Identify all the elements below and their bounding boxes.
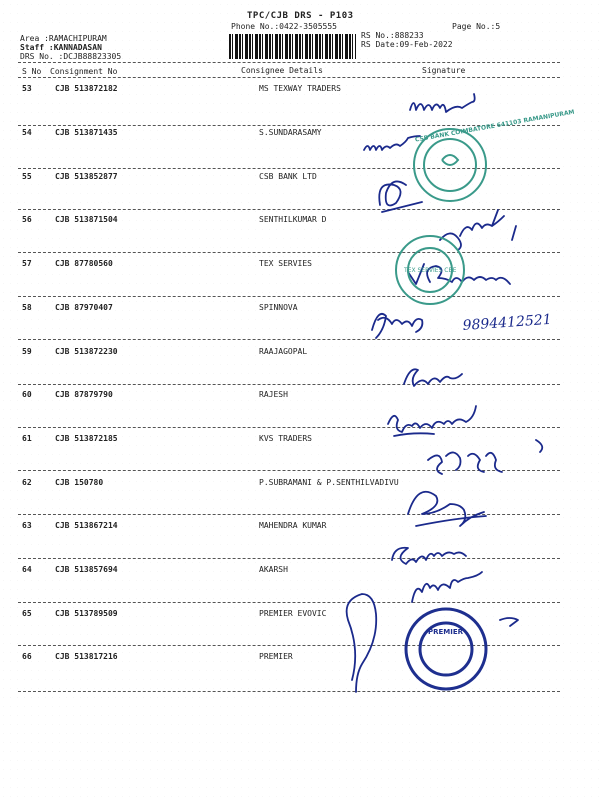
rs-date: RS Date:09-Feb-2022 bbox=[361, 40, 453, 49]
table-row bbox=[0, 128, 600, 142]
row-consignee: MAHENDRA KUMAR bbox=[259, 521, 327, 530]
stamp-text-premier: PREMIER bbox=[428, 628, 464, 636]
drs-number: DRS No. :DCJB88823305 bbox=[20, 52, 122, 61]
row-consignee: P.SUBRAMANI & P.SENTHILVADIVU bbox=[259, 478, 399, 487]
row-sno: 53 bbox=[22, 84, 32, 93]
row-consignment: CJB 513867214 bbox=[55, 521, 118, 530]
table-row bbox=[0, 259, 600, 273]
row-sno: 62 bbox=[22, 478, 32, 487]
row-consignee: AKARSH bbox=[259, 565, 288, 574]
row-divider bbox=[18, 558, 560, 559]
row-sno: 54 bbox=[22, 128, 32, 137]
row-divider bbox=[18, 125, 560, 126]
row-sno: 59 bbox=[22, 347, 32, 356]
stamp-text-csb: CSB BANK COIMBATORE 641103 RAMANIPURAM bbox=[414, 108, 576, 144]
phone-number: Phone No.:0422-3505555 bbox=[231, 22, 337, 31]
row-sno: 64 bbox=[22, 565, 32, 574]
row-sno: 65 bbox=[22, 609, 32, 618]
row-consignee: PREMIER bbox=[259, 652, 293, 661]
column-header-signature: Signature bbox=[422, 66, 466, 75]
row-divider bbox=[18, 602, 560, 603]
row-divider bbox=[18, 339, 560, 340]
barcode bbox=[229, 34, 356, 59]
row-sno: 55 bbox=[22, 172, 32, 181]
staff-label: Staff :KANNADASAN bbox=[20, 43, 102, 52]
table-row bbox=[0, 347, 600, 361]
row-consignee: TEX SERVIES bbox=[259, 259, 312, 268]
row-divider bbox=[18, 691, 560, 692]
row-divider bbox=[18, 427, 560, 428]
table-row bbox=[0, 215, 600, 229]
row-consignment: CJB 513789509 bbox=[55, 609, 118, 618]
row-consignee: RAJESH bbox=[259, 390, 288, 399]
row-consignment: CJB 513871435 bbox=[55, 128, 118, 137]
table-row bbox=[0, 434, 600, 448]
rs-number: RS No.:888233 bbox=[361, 31, 424, 40]
row-consignment: CJB 513817216 bbox=[55, 652, 118, 661]
row-consignment: CJB 513872185 bbox=[55, 434, 118, 443]
row-consignee: S.SUNDARASAMY bbox=[259, 128, 322, 137]
row-consignment: CJB 513872230 bbox=[55, 347, 118, 356]
table-row bbox=[0, 609, 600, 623]
table-row bbox=[0, 521, 600, 535]
row-sno: 60 bbox=[22, 390, 32, 399]
header-rule-bottom bbox=[18, 77, 560, 78]
row-sno: 56 bbox=[22, 215, 32, 224]
table-row bbox=[0, 652, 600, 666]
stamp-text-tex: TEX SERVIES CBE bbox=[404, 267, 457, 274]
row-consignee: RAAJAGOPAL bbox=[259, 347, 308, 356]
row-consignment: CJB 513852877 bbox=[55, 172, 118, 181]
row-consignment: CJB 513857694 bbox=[55, 565, 118, 574]
table-row bbox=[0, 172, 600, 186]
row-consignment: CJB 87780560 bbox=[55, 259, 113, 268]
row-divider bbox=[18, 252, 560, 253]
table-row bbox=[0, 478, 600, 492]
row-sno: 66 bbox=[22, 652, 32, 661]
column-header-consignment: Consignment No bbox=[50, 67, 118, 76]
header-rule-top bbox=[18, 62, 560, 63]
table-row bbox=[0, 565, 600, 579]
table-row bbox=[0, 303, 600, 317]
row-divider bbox=[18, 168, 560, 169]
row-consignment: CJB 150780 bbox=[55, 478, 104, 487]
handwritten-phone: 9894412521 bbox=[462, 311, 553, 334]
row-divider bbox=[18, 384, 560, 385]
row-consignment: CJB 513872182 bbox=[55, 84, 118, 93]
row-divider bbox=[18, 514, 560, 515]
area-label: Area :RAMACHIPURAM bbox=[20, 34, 107, 43]
row-divider bbox=[18, 645, 560, 646]
row-consignment: CJB 87879790 bbox=[55, 390, 113, 399]
table-row bbox=[0, 390, 600, 404]
row-consignment: CJB 513871504 bbox=[55, 215, 118, 224]
row-consignee: KVS TRADERS bbox=[259, 434, 312, 443]
row-consignee: MS TEXWAY TRADERS bbox=[259, 84, 341, 93]
row-consignee: PREMIER EVOVIC bbox=[259, 609, 327, 618]
row-sno: 58 bbox=[22, 303, 32, 312]
table-row bbox=[0, 84, 600, 98]
document-title: TPC/CJB DRS - P103 bbox=[247, 11, 354, 21]
row-consignee: CSB BANK LTD bbox=[259, 172, 317, 181]
row-divider bbox=[18, 209, 560, 210]
row-divider bbox=[18, 296, 560, 297]
row-divider bbox=[18, 470, 560, 471]
column-header-consignee: Consignee Details bbox=[241, 66, 323, 75]
row-consignment: CJB 87970407 bbox=[55, 303, 113, 312]
column-header-sno: S No bbox=[22, 67, 42, 76]
row-consignee: SPINNOVA bbox=[259, 303, 298, 312]
row-sno: 57 bbox=[22, 259, 32, 268]
row-sno: 63 bbox=[22, 521, 32, 530]
row-consignee: SENTHILKUMAR D bbox=[259, 215, 327, 224]
row-sno: 61 bbox=[22, 434, 32, 443]
page-number: Page No.:5 bbox=[452, 22, 501, 31]
